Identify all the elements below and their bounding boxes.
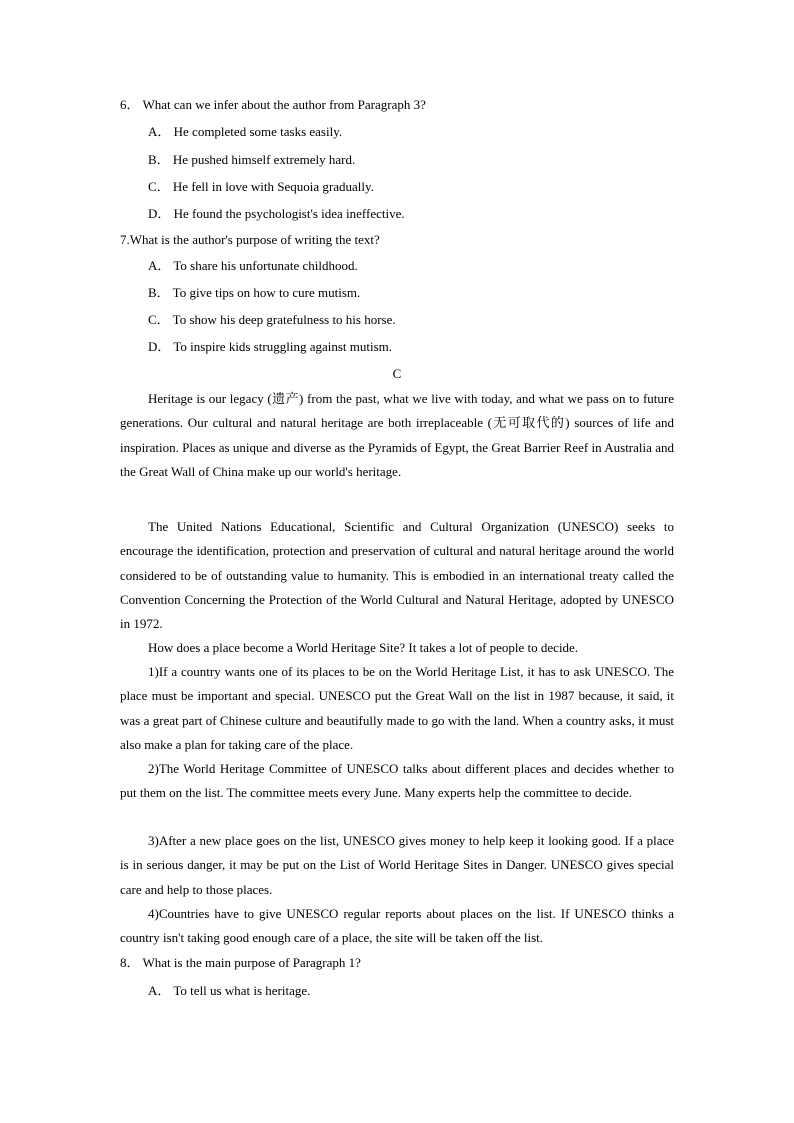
- passage-paragraph-2: The United Nations Educational, Scientific and Cultural Organization (UNESCO) seeks to encourage the identification, protection and preservation of cultural and natural heritage around the world considered to be of outstanding value to humanity. This is embodied in an international treaty called the Convention Concerning the Protection of the World Cultural and Natural Heritage, adopted by UNESCO in 1972.: [120, 519, 674, 632]
- passage-paragraph-5: 2)The World Heritage Committee of UNESCO talks about different places and decides whether to put them on the list. The committee meets every June. Many experts help the committee to decide.: [120, 761, 674, 801]
- passage-paragraph-4: 1)If a country wants one of its places to be on the World Heritage List, it has to ask UNESCO. The place must be important and special. UNESCO put the Great Wall on the list in 1987 because, it said, it was a great part of Chinese culture and beautifully made to go with the land. When a country asks, it must also make a plan for taking care of the place.: [120, 664, 674, 752]
- q6-option-a: A． He completed some tasks easily.: [148, 124, 343, 139]
- q8-option-a: A． To tell us what is heritage.: [148, 983, 311, 998]
- q6-option-c: C． He fell in love with Sequoia gradually.: [148, 179, 374, 194]
- passage-paragraph-1: Heritage is our legacy (遗产) from the past, what we live with today, and what we pass on to future generations. Our cultural and natural heritage are both irreplaceable (无可取代的) sources of life and inspiration. Places as unique and diverse as the Pyramids of Egypt, the Great Barrier Reef in Australia and the Great Wall of China make up our world's heritage.: [120, 391, 674, 479]
- question-6: 6． What can we infer about the author from Paragraph 3?: [120, 97, 426, 112]
- section-label: C: [392, 366, 402, 381]
- q7-option-c: C． To show his deep gratefulness to his horse.: [148, 312, 396, 327]
- passage-paragraph-7: 4)Countries have to give UNESCO regular reports about places on the list. If UNESCO thinks a country isn't taking good enough care of a place, the site will be taken off the list.: [120, 906, 674, 946]
- q6-option-b: B． He pushed himself extremely hard.: [148, 152, 356, 167]
- passage-paragraph-3: How does a place become a World Heritage Site? It takes a lot of people to decide.: [148, 640, 579, 655]
- q7-option-d: D． To inspire kids struggling against mutism.: [148, 339, 393, 354]
- q7-option-a: A． To share his unfortunate childhood.: [148, 258, 358, 273]
- question-8: 8． What is the main purpose of Paragraph 1?: [120, 955, 361, 970]
- passage-paragraph-6: 3)After a new place goes on the list, UNESCO gives money to help keep it looking good. If a place is in serious danger, it may be put on the List of World Heritage Sites in Danger. UNESCO gives special care and help to those places.: [120, 833, 674, 897]
- question-7: 7.What is the author's purpose of writing the text?: [120, 232, 380, 247]
- q6-option-d: D． He found the psychologist's idea ineffective.: [148, 206, 405, 221]
- q7-option-b: B． To give tips on how to cure mutism.: [148, 285, 361, 300]
